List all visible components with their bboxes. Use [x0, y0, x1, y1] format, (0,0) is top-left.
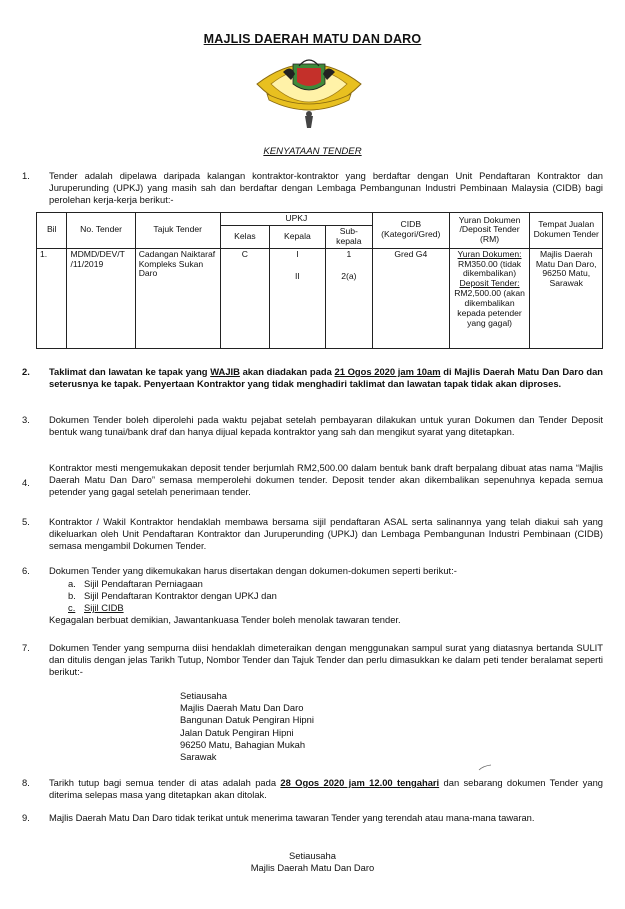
required-documents-list	[68, 578, 277, 614]
paragraph-text: Dokumen Tender boleh diperolehi pada waktu pejabat setelah pembayaran dilakukan untuk yuran Dokumen dan Tender Deposit bentuk wang tunai/bank draf dan hanya dijual kepada kontraktor yang sah dan mengikut syarat yang ditetapkan.	[49, 414, 603, 437]
col-yuran: Yuran Dokumen /Deposit Tender (RM)	[449, 213, 530, 249]
paragraph-number: 6.	[22, 565, 30, 576]
paragraph-number: 4.	[22, 477, 30, 488]
signatory-title: Setiausaha	[289, 850, 336, 861]
deposit-label: Deposit Tender:	[459, 278, 520, 289]
paragraph-text: Dokumen Tender yang sempurna diisi hendaklah dimeteraikan dengan menggunakan sampul surat yang diatasnya bertanda SULIT dan ditulis dengan jelas Tarikh Tutup, Nombor Tender dan Tajuk Tender dan perlu dimasukkan ke dalam peti tender beralamat seperti berikut:-	[49, 642, 603, 677]
address-line: Jalan Datuk Pengiran Hipni	[180, 726, 294, 738]
list-item: b. Sijil Pendaftaran Kontraktor dengan UPKJ dan	[68, 590, 277, 601]
wajib-emphasis: WAJIB	[210, 366, 240, 377]
list-item: a. Sijil Pendaftaran Perniagaan	[68, 578, 203, 589]
deposit-value: RM2,500.00 (akan dikembalikan kepada petender yang gagal)	[454, 288, 525, 328]
cell-no-tender: MDMD/DEV/T /11/2019	[67, 248, 135, 348]
notice-subtitle: KENYATAAN TENDER	[263, 146, 362, 157]
document-title: MAJLIS DAERAH MATU DAN DARO	[203, 32, 422, 46]
col-cidb: CIDB (Kategori/Gred)	[372, 213, 449, 249]
cell-bil: 1.	[37, 248, 67, 348]
paragraph-number: 1.	[22, 170, 30, 181]
paragraph-text: Tender adalah dipelawa daripada kalangan kontraktor-kontraktor yang berdaftar dengan Unit Pendaftaran Kontraktor dan Juruperunding (UPKJ) yang masih sah dan berdaftar dengan Lembaga Pembangunan Industri Pembinaan Malaysia (CIDB) bagi perolehan kerja-kerja berikut:-	[49, 170, 603, 205]
col-tempat: Tempat Jualan Dokumen Tender	[530, 213, 603, 249]
paragraph-text: Kontraktor / Wakil Kontraktor hendaklah membawa bersama sijil pendaftaran ASAL serta salinannya yang telah diakui sah yang dikeluarkan oleh Unit Pendaftaran Kontraktor dan Juruperunding (UPKJ) dan Lembaga Pembangunan Industri Pembinaan (CIDB) semasa mengambil Dokumen Tender.	[49, 516, 603, 551]
col-kelas: Kelas	[220, 225, 269, 248]
address-line: Setiausaha	[180, 690, 227, 701]
handwritten-mark	[478, 764, 492, 775]
text-segment: akan diadakan pada	[239, 366, 335, 377]
paragraph-number: 9.	[22, 812, 30, 823]
address-line: 96250 Matu, Bahagian Mukah	[180, 738, 306, 750]
address-line: Sarawak	[180, 751, 217, 763]
kepala-value-1: I	[296, 248, 299, 259]
address-line: Majlis Daerah Matu Dan Daro	[180, 702, 304, 714]
yuran-label: Yuran Dokumen:	[457, 248, 522, 259]
signature-block	[0, 850, 625, 874]
col-subkepala: Sub-kepala	[325, 225, 372, 248]
text-segment: Tarikh tutup bagi semua tender di atas adalah pada	[49, 777, 281, 788]
paragraph-number: 5.	[22, 516, 30, 527]
text-segment: dan sebarang dokumen Tender yang diterima selepas masa yang ditetapkan akan ditolak.	[49, 777, 604, 800]
subkepala-value-2: 2(a)	[341, 270, 357, 281]
cell-cidb: Gred G4	[372, 248, 449, 348]
paragraph-number: 8.	[22, 777, 30, 788]
closing-date: 28 Ogos 2020 jam 12.00 tengahari	[280, 777, 440, 788]
cell-tajuk: Cadangan Naiktaraf Kompleks Sukan Daro	[135, 248, 220, 348]
cell-kepala	[270, 248, 326, 348]
paragraph-number: 3.	[22, 414, 30, 425]
signatory-organisation: Majlis Daerah Matu Dan Daro	[250, 862, 375, 874]
tender-box-address	[180, 690, 314, 763]
paragraph-text: Dokumen Tender yang dikemukakan harus disertakan dengan dokumen-dokumen seperti berikut:-	[49, 565, 457, 576]
paragraph-number: 2.	[22, 366, 30, 377]
tender-table	[36, 212, 603, 349]
cell-subkepala	[325, 248, 372, 348]
cell-tempat: Majlis Daerah Matu Dan Daro, 96250 Matu, Sarawak	[530, 248, 603, 348]
cell-yuran	[449, 248, 530, 348]
paragraph-text: Majlis Daerah Matu Dan Daro tidak terikat untuk menerima tawaran Tender yang terendah atau mana-mana tawaran.	[49, 812, 535, 823]
text-segment: di Majlis Daerah Matu Dan Daro dan seterusnya ke tapak. Penyertaan Kontraktor yang tidak menghadiri taklimat dan lawatan tapak tidak akan diproses.	[49, 366, 604, 389]
list-item: c. Sijil CIDB	[68, 602, 124, 613]
paragraph-text	[49, 777, 603, 801]
kepala-value-2: II	[295, 270, 300, 281]
cell-kelas: C	[220, 248, 269, 348]
col-upkj: UPKJ	[220, 213, 372, 226]
briefing-date: 21 Ogos 2020 jam 10am	[334, 366, 441, 377]
council-crest-logo	[253, 50, 365, 132]
text-segment: Taklimat dan lawatan ke tapak yang	[49, 366, 211, 377]
paragraph-text: Kegagalan berbuat demikian, Jawantankuasa Tender boleh menolak tawaran tender.	[49, 614, 401, 625]
paragraph-text: Kontraktor mesti mengemukakan deposit tender berjumlah RM2,500.00 dalam bentuk bank draft berpalang dibuat atas nama “Majlis Daerah Matu Dan Daro” semasa memperolehi dokumen tender. Deposit tender akan dikembalikan sepenuhnya kepada semua petender yang gagal setelah penerimaan tender.	[49, 462, 603, 497]
paragraph-number: 7.	[22, 642, 30, 653]
col-bil: Bil	[37, 213, 67, 249]
yuran-value: RM350.00 (tidak dikembalikan)	[458, 258, 522, 279]
subkepala-value-1: 1	[346, 248, 352, 259]
paragraph-text	[49, 366, 603, 390]
address-line: Bangunan Datuk Pengiran Hipni	[180, 714, 314, 726]
col-tajuk: Tajuk Tender	[135, 213, 220, 249]
table-row	[37, 248, 603, 348]
col-kepala: Kepala	[270, 225, 326, 248]
col-no-tender: No. Tender	[67, 213, 135, 249]
